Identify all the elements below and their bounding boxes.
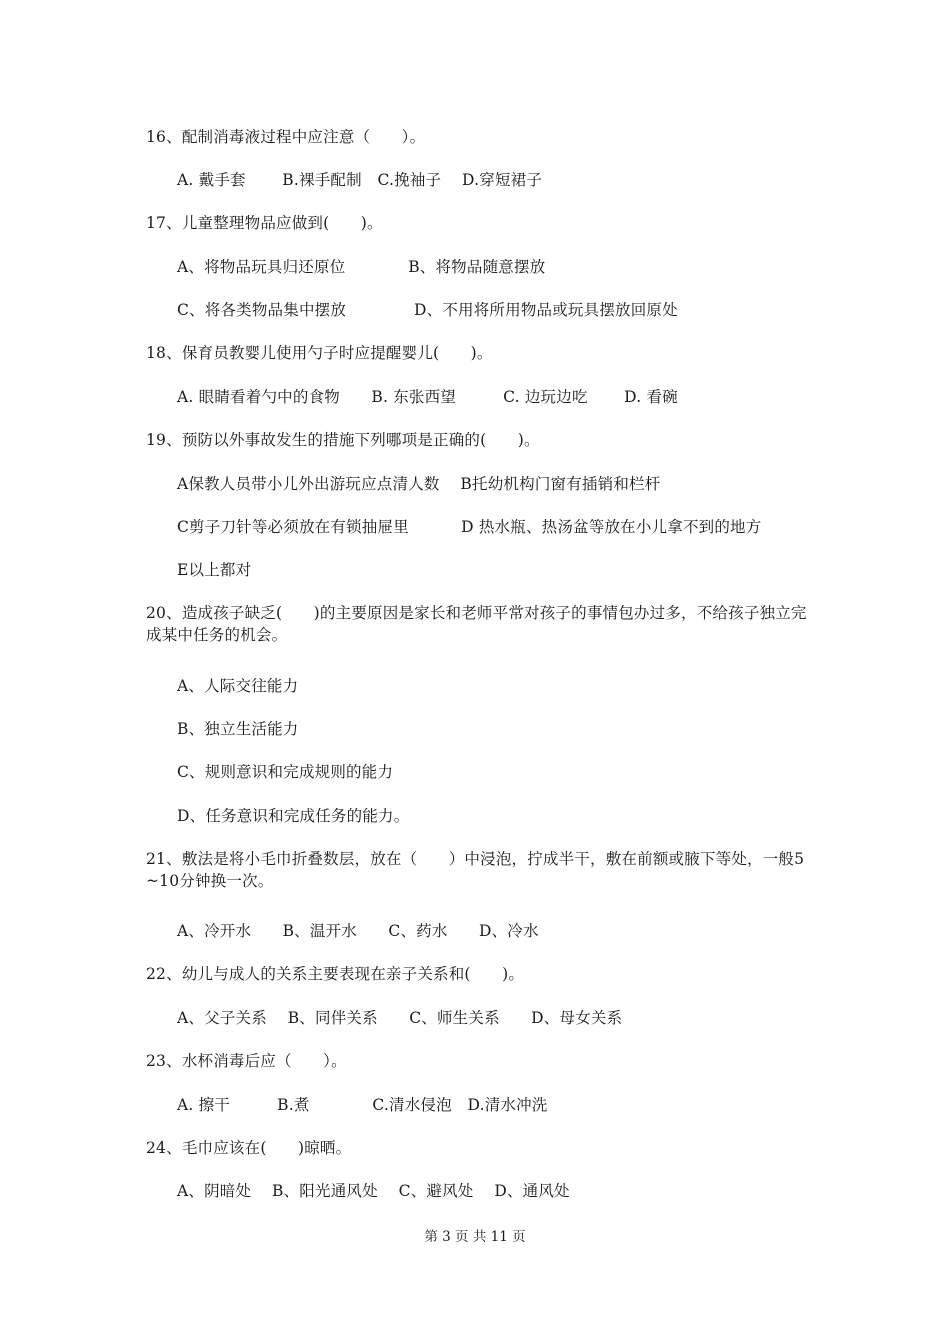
question-19: 19、预防以外事故发生的措施下列哪项是正确的( )。 [146,431,540,449]
question-22-options: A、父子关系 B、同伴关系 C、师生关系 D、母女关系 [177,1009,623,1027]
question-23: 23、水杯消毒后应（ ）。 [146,1052,347,1070]
question-20-option-b: B、独立生活能力 [177,720,299,738]
question-20-option-c: C、规则意识和完成规则的能力 [177,763,394,781]
question-17: 17、儿童整理物品应做到( )。 [146,214,383,232]
question-18-options: A. 眼睛看着勺中的食物 B. 东张西望 C. 边玩边吃 D. 看碗 [177,388,678,406]
question-17-options-row2: C、将各类物品集中摆放 D、不用将所用物品或玩具摆放回原处 [177,301,678,319]
question-18: 18、保育员教婴儿使用勺子时应提醒婴儿( )。 [146,344,493,362]
question-20: 20、造成孩子缺乏( )的主要原因是家长和老师平常对孩子的事情包办过多，不给孩子独立完成某中任务的机会。 [146,604,807,644]
question-16: 16、配制消毒液过程中应注意（ ）。 [146,128,426,146]
question-24-options: A、阴暗处 B、阳光通风处 C、避风处 D、通风处 [177,1182,570,1200]
question-22: 22、幼儿与成人的关系主要表现在亲子关系和( )。 [146,965,525,983]
question-21-options: A、冷开水 B、温开水 C、药水 D、冷水 [177,922,539,940]
question-19-options-row2: C剪子刀针等必须放在有锁抽屉里 D 热水瓶、热汤盆等放在小儿拿不到的地方 [177,518,762,536]
question-24: 24、毛巾应该在( )晾晒。 [146,1139,352,1157]
question-23-options: A. 擦干 B.煮 C.清水侵泡 D.清水冲洗 [177,1096,548,1114]
question-16-options: A. 戴手套 B.裸手配制 C.挽袖子 D.穿短裙子 [177,171,543,189]
question-20-option-a: A、人际交往能力 [177,677,299,695]
question-21: 21、敷法是将小毛巾折叠数层，放在（ ）中浸泡，拧成半干，敷在前额或腋下等处，一般5~10分钟换一次。 [146,850,805,890]
question-17-options-row1: A、将物品玩具归还原位 B、将物品随意摆放 [177,258,546,276]
question-19-options-row1: A保教人员带小儿外出游玩应点清人数 B托幼机构门窗有插销和栏杆 [177,475,661,493]
question-19-options-row3: E以上都对 [177,561,252,579]
page-number-footer: 第 3 页 共 11 页 [424,1229,526,1245]
question-20-option-d: D、任务意识和完成任务的能力。 [177,807,410,825]
